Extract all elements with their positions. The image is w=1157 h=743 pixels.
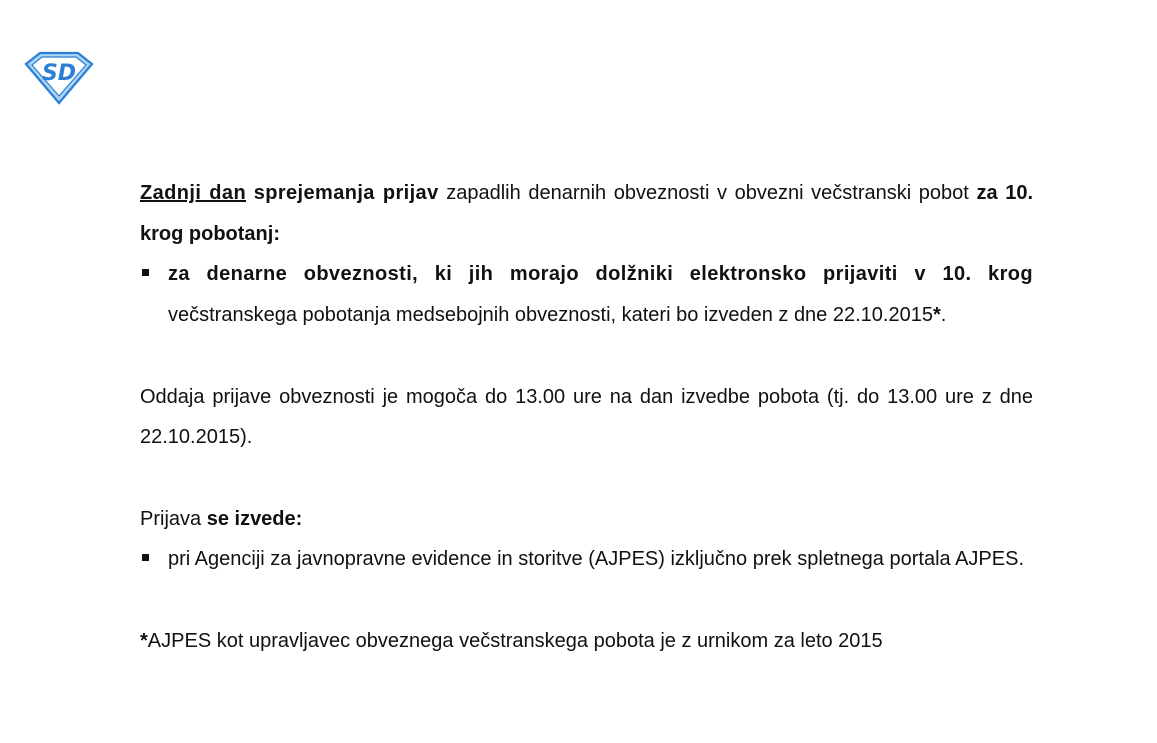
bullet-1-bold: za denarne obveznosti, ki jih morajo dolžniki elektronsko prijaviti v 10. krog <box>168 263 1033 286</box>
footnote <box>140 621 1033 662</box>
footnote-text: AJPES kot upravljavec obveznega večstranskega pobota je z urnikom za leto 2015 <box>147 629 883 652</box>
sd-logo-shield-icon <box>22 50 96 106</box>
sd-logo-lettering: SD <box>41 61 77 86</box>
bullet-item-1 <box>140 254 1033 335</box>
footnote-star: * <box>140 629 148 652</box>
deadline-bold-1: sprejemanja prijav <box>253 182 439 204</box>
bullet-1-end: . <box>940 304 947 327</box>
document-body <box>140 173 1033 661</box>
bullet-marker <box>142 269 149 276</box>
deadline-bold-2: za 10. krog pobotanj: <box>140 182 1034 245</box>
bullet-1-star: * <box>932 304 941 327</box>
bullet-2-text: pri Agenciji za javnopravne evidence in storitve (AJPES) izključno prek spletnega portala AJPES. <box>168 548 1025 571</box>
bullet-item-2 <box>140 539 1033 580</box>
application-heading-text: Prijava <box>140 507 202 530</box>
application-heading-bold: se izvede: <box>206 507 303 530</box>
deadline-paragraph <box>140 173 1033 254</box>
deadline-text: zapadlih denarnih obveznosti v obvezni večstranski pobot <box>446 182 969 204</box>
sd-logo <box>22 50 96 106</box>
submission-paragraph: Oddaja prijave obveznosti je mogoča do 13.00 ure na dan izvedbe pobota (tj. do 13.00 ure z dne 22.10.2015). <box>140 385 1033 449</box>
bullet-marker <box>142 554 149 561</box>
deadline-label: Zadnji dan <box>140 182 247 204</box>
application-heading <box>140 499 1033 540</box>
bullet-1-text: večstranskega pobotanja medsebojnih obveznosti, kateri bo izveden z dne 22.10.2015 <box>168 304 933 327</box>
